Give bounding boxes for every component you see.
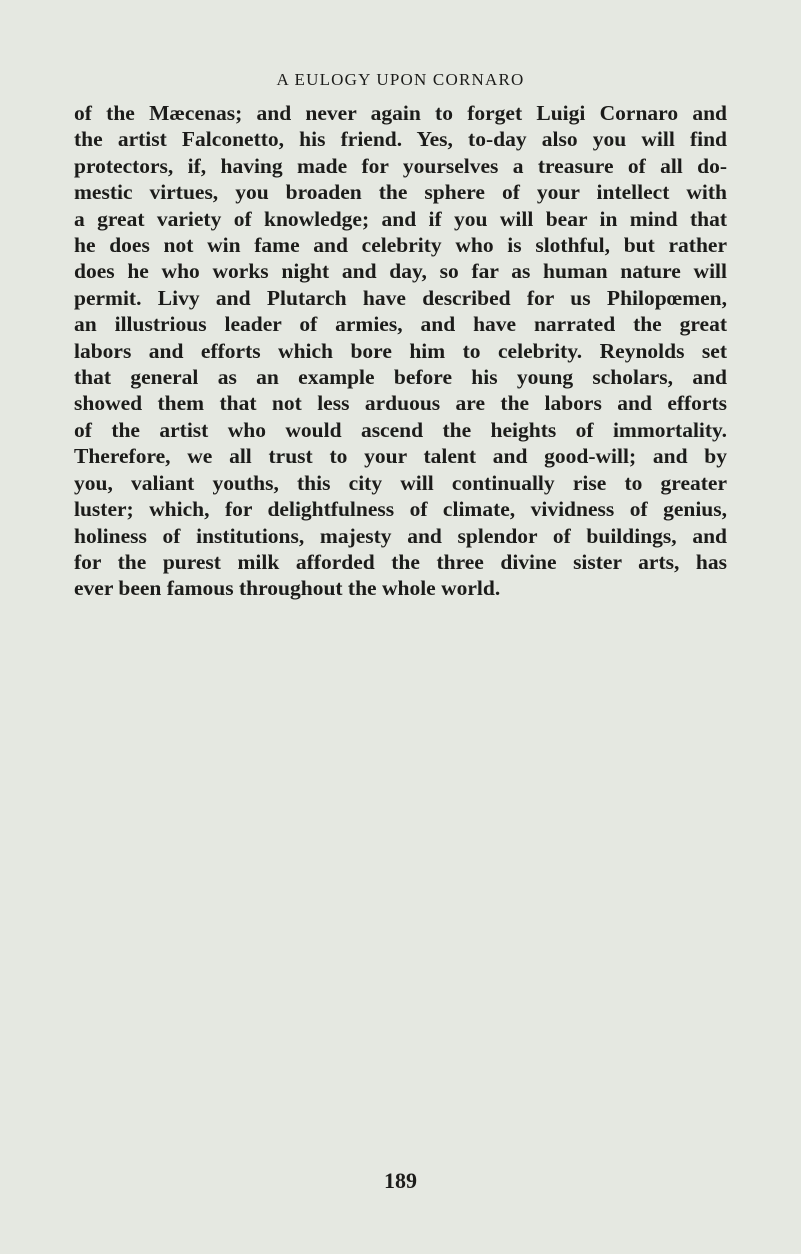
text-line: protectors, if, having made for yourselves a treasure of all do-	[74, 153, 727, 178]
text-line: of the Mæcenas; and never again to forget Luigi Cornaro and	[74, 101, 727, 125]
text-line: a great variety of knowledge; and if you will bear in mind that	[74, 206, 727, 231]
text-line: of the artist who would ascend the heights of immortality.	[74, 417, 727, 442]
text-line: the artist Falconetto, his friend. Yes, to-day also you will find	[74, 127, 727, 152]
text-line: luster; which, for delightfulness of climate, vividness of genius,	[74, 497, 727, 522]
text-line: you, valiant youths, this city will continually rise to greater	[74, 470, 727, 495]
text-line: ever been famous throughout the whole world.	[74, 576, 501, 601]
text-line: holiness of institutions, majesty and splendor of buildings, and	[74, 523, 727, 548]
text-line: labors and efforts which bore him to celebrity. Reynolds set	[74, 338, 727, 363]
text-line: he does not win fame and celebrity who is slothful, but rather	[74, 233, 727, 258]
text-line: for the purest milk afforded the three divine sister arts, has	[74, 549, 727, 574]
text-line: mestic virtues, you broaden the sphere of your intellect with	[74, 180, 727, 205]
text-line: showed them that not less arduous are the labors and efforts	[74, 391, 727, 416]
body-paragraph	[74, 100, 727, 602]
text-line: permit. Livy and Plutarch have described for us Philopœmen,	[74, 285, 727, 310]
text-line: Therefore, we all trust to your talent and good-will; and by	[74, 444, 727, 469]
running-head: A EULOGY UPON CORNARO	[276, 70, 525, 89]
text-line: that general as an example before his young scholars, and	[74, 365, 727, 390]
text-line: does he who works night and day, so far as human nature will	[74, 259, 727, 284]
text-line: an illustrious leader of armies, and have narrated the great	[74, 312, 727, 337]
page-number: 189	[384, 1168, 417, 1193]
